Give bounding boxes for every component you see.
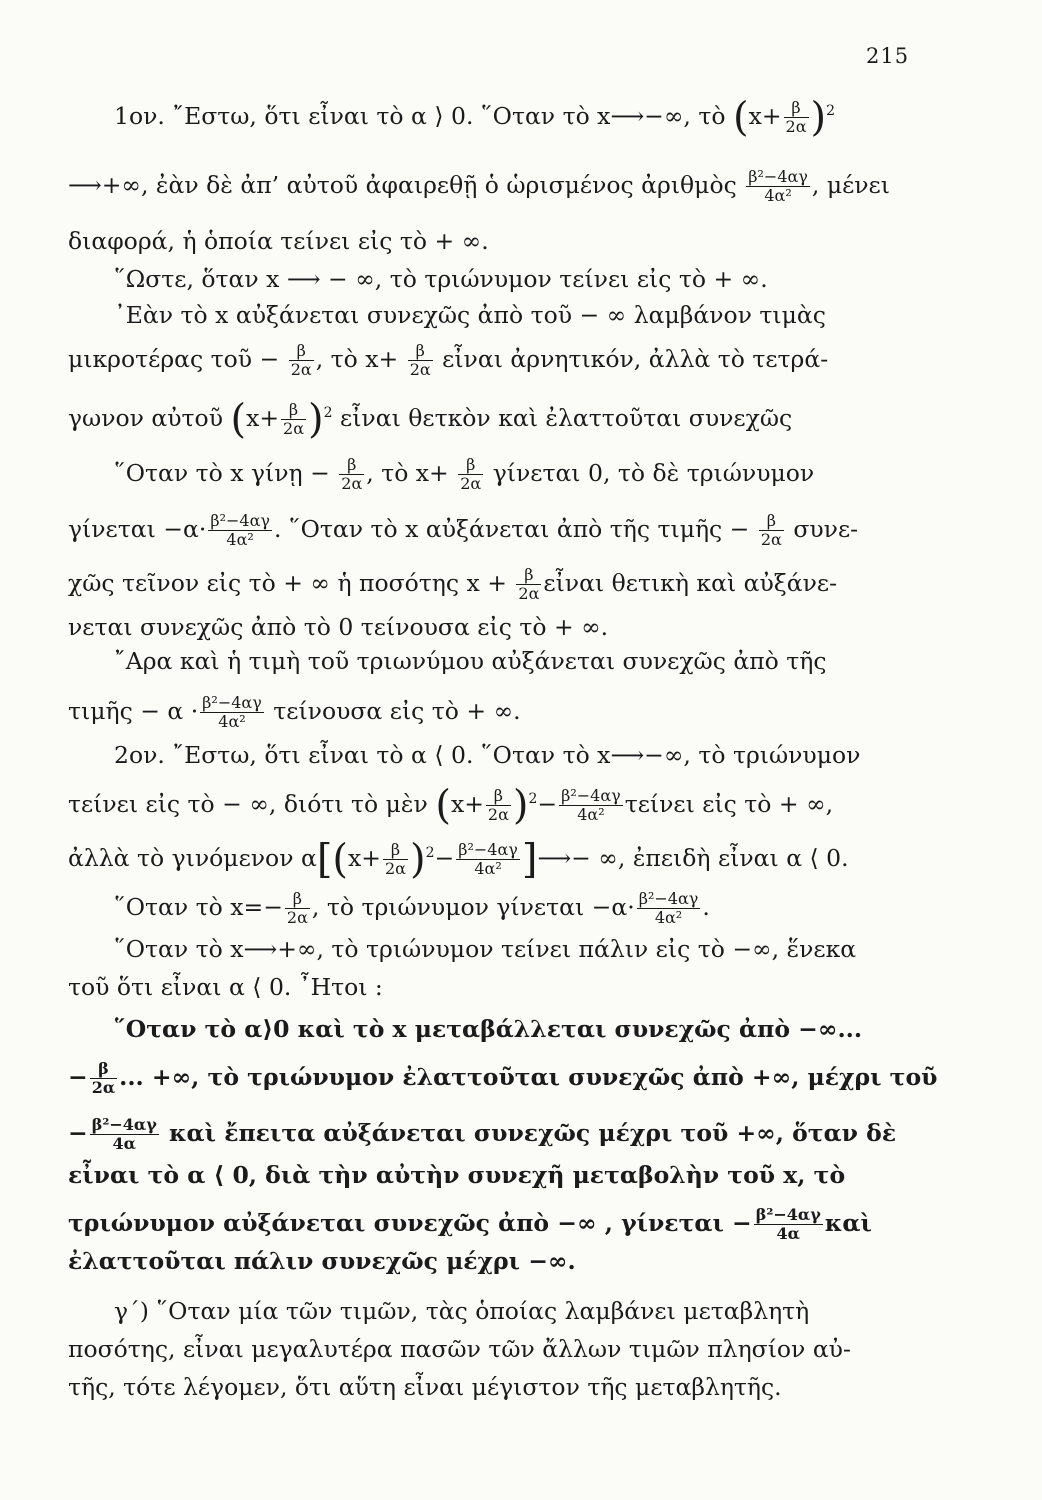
numerator: β	[458, 456, 483, 475]
line-text: τείνει εἰς τὸ − ∞, διότι τὸ μὲν	[68, 789, 428, 818]
exponent: 2	[323, 405, 333, 421]
text-line	[114, 94, 836, 141]
denominator: 4α²	[474, 858, 502, 878]
line-text: συνε-	[793, 515, 859, 543]
text-line-bold: ῞Οταν τὸ α⟩0 καὶ τὸ x μεταβάλλεται συνεχῶς ἀπὸ −∞...	[114, 1015, 862, 1043]
line-text: −	[434, 843, 455, 872]
text-line-bold: εἶναι τὸ α ⟨ 0, διὰ τὴν αὐτὴν συνεχῆ μεταβολὴν τοῦ x, τὸ	[68, 1161, 846, 1189]
denominator: 2α	[283, 418, 305, 438]
fraction	[285, 890, 310, 927]
text-line	[68, 342, 828, 379]
text-line	[68, 566, 837, 603]
fraction	[90, 1060, 117, 1097]
paren-open: (	[435, 782, 451, 829]
text-line: ᾿Εὰν τὸ x αὐξάνεται συνεχῶς ἀπὸ τοῦ − ∞ λαμβάνον τιμὰς	[114, 301, 826, 329]
text-line: διαφορά, ἡ ὁποία τείνει εἰς τὸ + ∞.	[68, 227, 489, 255]
denominator: 2α	[290, 360, 312, 379]
text-line-bold: ἐλαττοῦται πάλιν συνεχῶς μέχρι −∞.	[68, 1247, 576, 1275]
line-text: χῶς τεῖνον εἰς τὸ + ∞ ἡ ποσότης x +	[68, 569, 507, 597]
denominator: 2α	[760, 530, 782, 549]
numerator: β²−4αγ	[755, 1205, 821, 1224]
text-line: νεται συνεχῶς ἀπὸ τὸ 0 τείνουσα εἰς τὸ + ∞.	[68, 613, 609, 641]
line-text: , τὸ x+	[315, 345, 399, 373]
line-text: x+	[246, 403, 280, 432]
line-text: τιμῆς − α ·	[68, 697, 199, 725]
fraction	[559, 787, 623, 824]
text-line	[68, 396, 793, 443]
fraction	[486, 787, 511, 824]
line-text: x+	[748, 101, 782, 130]
paren-close: )	[810, 94, 827, 141]
bracket-close: ]	[521, 836, 538, 883]
paren-close: )	[512, 782, 529, 829]
text-line-bold	[68, 1206, 872, 1243]
line-text: .	[702, 893, 710, 921]
denominator: 4α	[112, 1134, 136, 1153]
exponent: 2	[826, 103, 836, 119]
line-text: ῞Οταν τὸ x=−	[114, 893, 283, 921]
numerator: β	[383, 841, 408, 860]
page-number: 215	[866, 44, 910, 68]
denominator: 2α	[341, 474, 363, 493]
line-text: , τὸ x+	[366, 459, 449, 487]
numerator: β	[486, 787, 511, 806]
text-line	[68, 836, 849, 883]
text-line	[114, 456, 814, 493]
line-text: εἶναι θετικὴ καὶ αὐξάνε-	[543, 569, 838, 597]
denominator: 2α	[487, 804, 509, 824]
fraction	[784, 99, 809, 136]
fraction	[281, 401, 306, 438]
line-text: εἶναι θετκὸν καὶ ἐλαττοῦται συνεχῶς	[340, 403, 793, 432]
paren-open: (	[230, 396, 247, 443]
line-text: . ῞Οταν τὸ x αὐξάνεται ἀπὸ τῆς τιμῆς −	[273, 515, 750, 543]
bracket-open: [(	[316, 836, 349, 883]
text-line: ῞Ωστε, ὅταν x ⟶ − ∞, τὸ τριώνυμον τείνει εἰς τὸ + ∞.	[114, 265, 768, 293]
numerator: β	[90, 1060, 117, 1079]
numerator: β	[289, 342, 314, 361]
numerator: β	[339, 456, 364, 475]
text-line	[68, 694, 521, 731]
fraction	[456, 841, 520, 878]
denominator: 4α²	[218, 712, 246, 731]
numerator: β	[759, 512, 784, 531]
exponent: 2	[528, 791, 538, 807]
text-line	[68, 782, 834, 829]
line-text: , μένει	[811, 171, 890, 199]
line-text: ⟶+∞, ἐὰν δὲ ἀπ’ αὐτοῦ ἀφαιρεθῇ ὁ ὡρισμένος ἀριθμὸς	[68, 171, 737, 199]
numerator: β²−4αγ	[458, 839, 518, 859]
line-text: τείνουσα εἰς τὸ + ∞.	[273, 697, 521, 725]
numerator: β	[516, 566, 541, 585]
text-line: ῞Οταν τὸ x⟶+∞, τὸ τριώνυμον τείνει πάλιν εἰς τὸ −∞, ἕνεκα	[114, 935, 857, 963]
fraction	[289, 342, 314, 379]
fraction	[200, 694, 264, 731]
fraction	[759, 512, 784, 549]
text-line-bold	[68, 1060, 937, 1097]
denominator: 2α	[518, 584, 540, 603]
denominator: 2α	[286, 908, 308, 927]
numerator: β²−4αγ	[210, 511, 270, 530]
denominator: 4α²	[577, 804, 605, 824]
text-line: τῆς, τότε λέγομεν, ὅτι αὕτη εἶναι μέγιστον τῆς μεταβλητῆς.	[68, 1373, 782, 1401]
denominator: 4α²	[654, 908, 683, 927]
line-text: καὶ	[824, 1209, 872, 1237]
denominator: 4α²	[226, 530, 254, 549]
fraction	[516, 566, 541, 603]
line-text: 1ον. ῎Εστω, ὅτι εἶναι τὸ α ⟩ 0. ῞Οταν τὸ x⟶−∞, τὸ	[114, 101, 726, 130]
line-text: γωνον αὐτοῦ	[68, 403, 223, 432]
line-text: x+	[348, 843, 381, 872]
fraction	[208, 512, 272, 549]
paren-close: )	[409, 836, 426, 883]
fraction	[408, 342, 433, 379]
denominator: 4α²	[764, 186, 792, 205]
numerator: β	[285, 890, 310, 909]
line-text: −	[68, 1119, 88, 1147]
denominator: 2α	[91, 1078, 116, 1097]
line-text: ... +∞, τὸ τριώνυμον ἐλαττοῦται συνεχῶς ἀπὸ +∞, μέχρι τοῦ	[119, 1063, 938, 1091]
line-text: γίνεται 0, τὸ δὲ τριώνυμον	[492, 459, 815, 487]
text-line	[68, 512, 858, 549]
denominator: 2α	[385, 858, 406, 878]
numerator: β	[281, 401, 306, 420]
paren-close: )	[308, 396, 324, 443]
fraction	[339, 456, 364, 493]
fraction	[637, 890, 701, 927]
text-line: γ΄) ῞Οταν μία τῶν τιμῶν, τὰς ὁποίας λαμβάνει μεταβλητὴ	[114, 1297, 810, 1325]
fraction	[458, 456, 483, 493]
line-text: γίνεται −α·	[68, 515, 207, 543]
denominator: 2α	[785, 116, 807, 136]
text-line: τοῦ ὅτι εἶναι α ⟨ 0. ῏Ητοι :	[68, 973, 383, 1001]
line-text: ἀλλὰ τὸ γινόμενον α	[68, 843, 317, 872]
text-line: ποσότης, εἶναι μεγαλυτέρα πασῶν τῶν ἄλλων τιμῶν πλησίον αὐ-	[68, 1335, 851, 1363]
text-line	[68, 168, 890, 205]
line-text: τριώνυμον αὐξάνεται συνεχῶς ἀπὸ −∞ , γίνεται −	[68, 1209, 752, 1237]
fraction	[754, 1206, 823, 1243]
text-line: ῎Αρα καὶ ἡ τιμὴ τοῦ τριωνύμου αὐξάνεται συνεχῶς ἀπὸ τῆς	[114, 647, 827, 675]
line-text: −	[68, 1063, 88, 1091]
line-text: , τὸ τριώνυμον γίνεται −α·	[311, 893, 635, 921]
fraction	[383, 841, 408, 878]
exponent: 2	[425, 845, 435, 861]
denominator: 2α	[460, 474, 482, 493]
text-line: 2ον. ῎Εστω, ὅτι εἶναι τὸ α ⟨ 0. ῞Οταν τὸ x⟶−∞, τὸ τριώνυμον	[114, 741, 861, 769]
line-text: μικροτέρας τοῦ −	[68, 345, 280, 373]
line-text: x+	[450, 789, 484, 818]
line-text: τείνει εἰς τὸ + ∞,	[624, 789, 834, 818]
numerator: β²−4αγ	[638, 889, 699, 908]
denominator: 2α	[409, 360, 431, 379]
line-text: ῞Οταν τὸ x γίνῃ −	[114, 459, 330, 487]
line-text: καὶ ἔπειτα αὐξάνεται συνεχῶς μέχρι τοῦ +∞, ὅταν δὲ	[168, 1119, 897, 1147]
denominator: 4α	[776, 1224, 800, 1243]
fraction	[90, 1116, 159, 1153]
numerator: β	[408, 342, 433, 361]
numerator: β²−4αγ	[561, 785, 621, 805]
line-text: −	[537, 789, 558, 818]
paren-open: (	[732, 94, 749, 141]
numerator: β	[784, 99, 809, 118]
line-text: εἶναι ἀρνητικόν, ἀλλὰ τὸ τετρά-	[442, 345, 829, 373]
text-line	[114, 890, 710, 927]
numerator: β²−4αγ	[202, 693, 262, 712]
line-text: ⟶− ∞, ἐπειδὴ εἶναι α ⟨ 0.	[537, 843, 849, 872]
text-line-bold	[68, 1116, 896, 1153]
numerator: β²−4αγ	[91, 1115, 157, 1134]
fraction	[746, 168, 810, 205]
numerator: β²−4αγ	[748, 167, 808, 186]
